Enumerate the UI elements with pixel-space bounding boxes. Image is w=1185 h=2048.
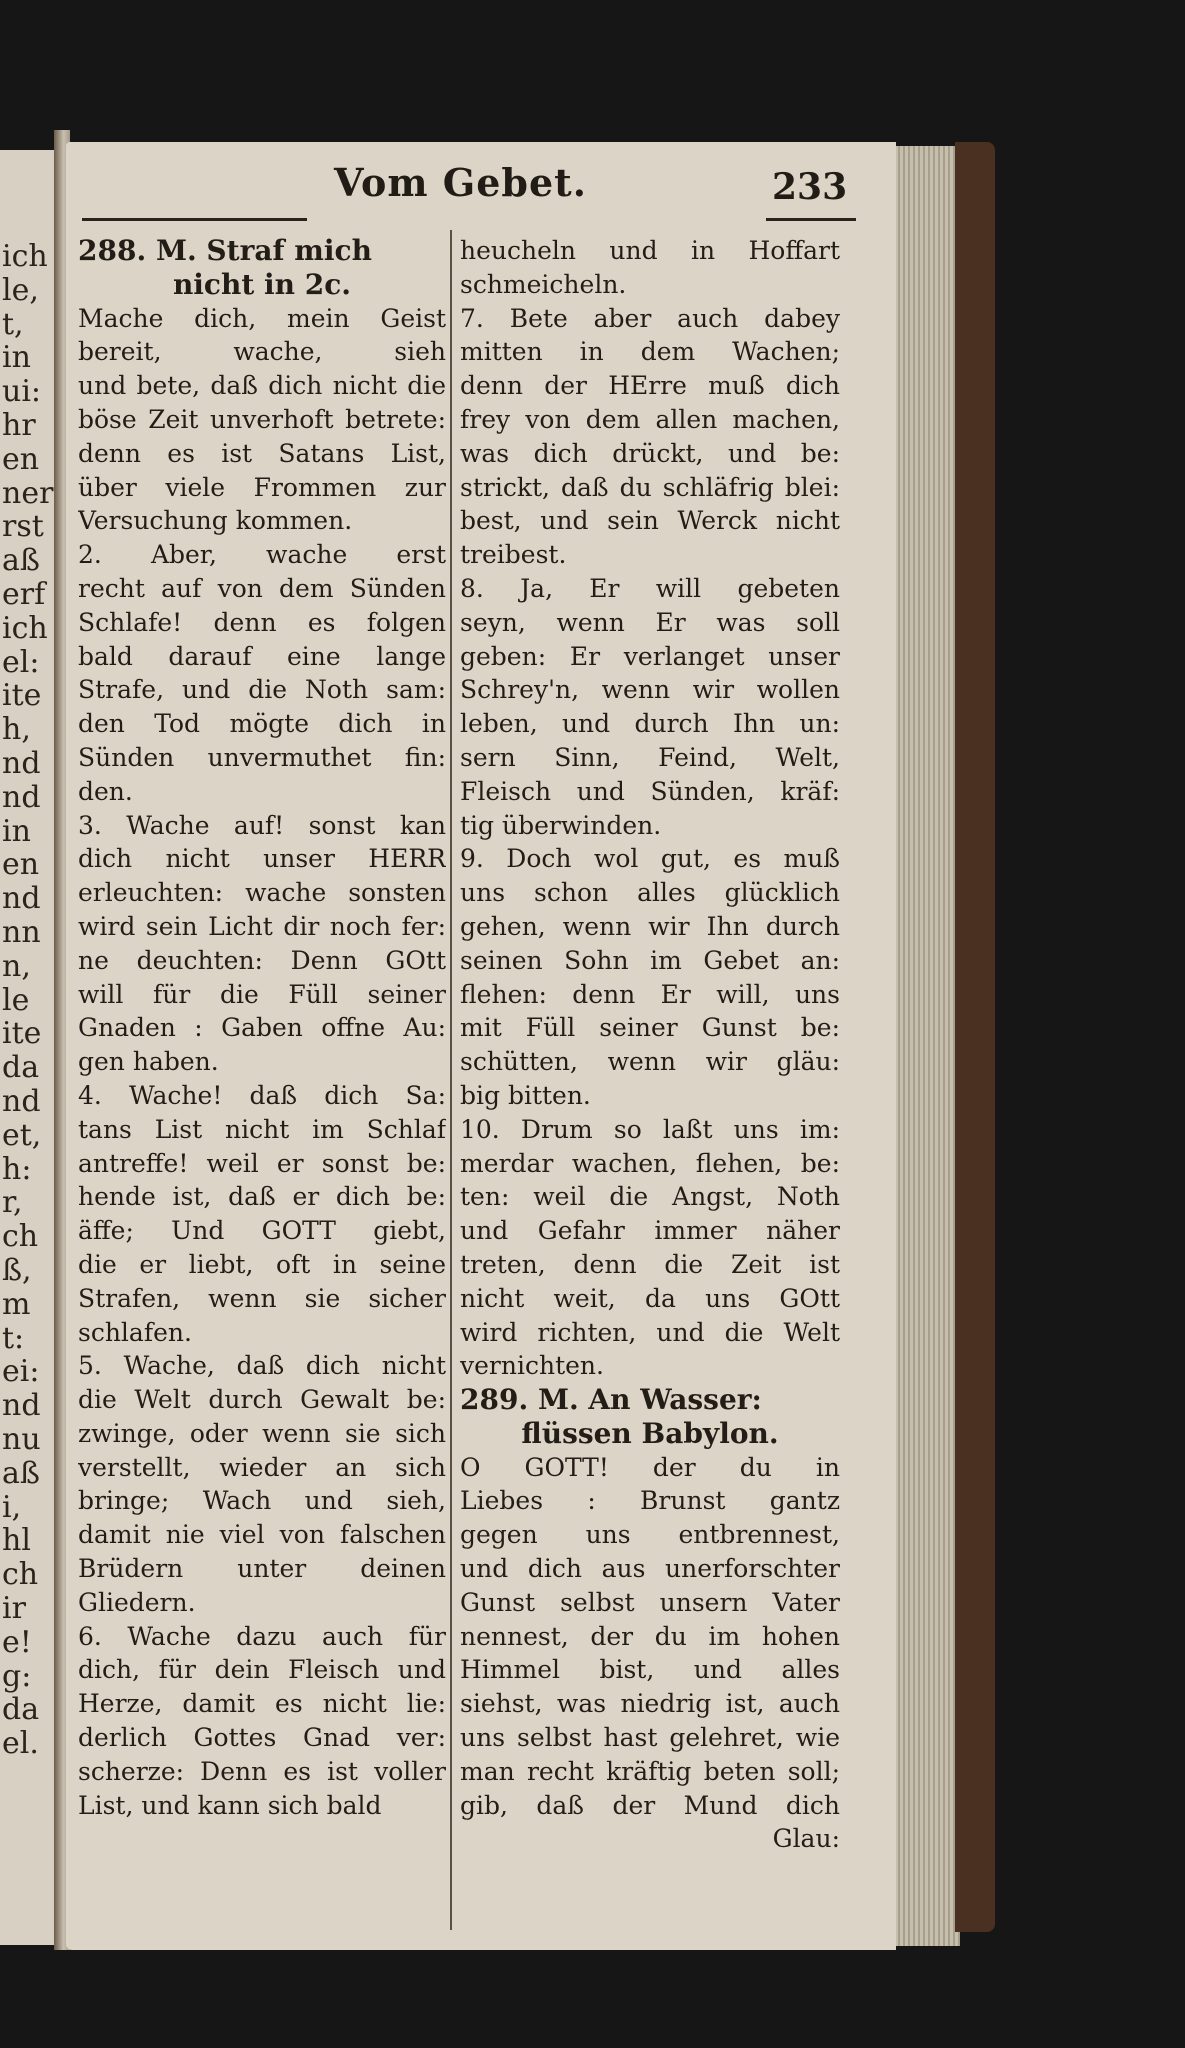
text-line: die er liebt, oft in seine — [78, 1249, 446, 1279]
text-line: erleuchten: wache sonsten — [78, 878, 446, 908]
facing-page-text: erf — [2, 577, 46, 612]
facing-page-text: e! — [2, 1624, 32, 1660]
text-line: äffe; Und GOTT giebt, — [78, 1216, 446, 1246]
running-title: Vom Gebet. — [334, 160, 587, 205]
text-line: O GOTT! der du in — [460, 1452, 840, 1482]
facing-page-text: hr — [2, 408, 36, 443]
text-line: mitten in dem Wachen; — [460, 337, 840, 367]
text-line: man recht kräftig beten soll; — [460, 1756, 840, 1786]
text-line: Gliedern. — [78, 1587, 196, 1617]
facing-page-text: et, — [2, 1117, 42, 1153]
page-number: 233 — [772, 166, 848, 208]
text-line: big bitten. — [460, 1080, 591, 1110]
facing-page-text: da — [2, 1050, 40, 1086]
facing-page-text: ch — [2, 1219, 39, 1255]
text-line: 5. Wache, daß dich nicht — [78, 1351, 446, 1381]
running-header — [66, 160, 896, 220]
text-line: List, und kann sich bald — [78, 1790, 382, 1820]
text-line: scherze: Denn es ist voller — [78, 1756, 446, 1786]
facing-page-text: nd — [2, 881, 41, 917]
facing-page-text: ch — [2, 1557, 39, 1593]
facing-page-text: nn — [2, 915, 41, 950]
facing-page-text: ß, — [2, 1253, 32, 1288]
text-line: uns schon alles glücklich — [460, 878, 840, 908]
facing-page-text: nd — [2, 746, 41, 781]
text-line: Sünden unvermuthet fin: — [78, 742, 446, 772]
text-line: strickt, daß du schläfrig blei: — [460, 472, 840, 502]
text-line: seyn, wenn Er was soll — [460, 607, 840, 637]
text-line: siehst, was niedrig ist, auch — [460, 1689, 840, 1719]
facing-page-text: da — [2, 1692, 40, 1728]
facing-page-text: el: — [2, 644, 40, 680]
text-line: Mache dich, mein Geist — [78, 303, 446, 333]
text-line: Strafen, wenn sie sicher — [78, 1283, 446, 1313]
text-line: verstellt, wieder an sich — [78, 1452, 446, 1482]
left-column — [78, 234, 446, 1822]
text-line: mit Füll seiner Gunst be: — [460, 1013, 840, 1043]
facing-page-text: t, — [2, 306, 24, 342]
facing-page-text: hl — [2, 1523, 31, 1559]
text-line: seinen Sohn im Gebet an: — [460, 945, 840, 975]
text-line: heucheln und in Hoffart — [460, 236, 840, 265]
facing-page-text: h: — [2, 1151, 32, 1187]
facing-page-text: ei: — [2, 1354, 40, 1390]
text-line: 3. Wache auf! sonst kan — [78, 810, 446, 840]
text-line: merdar wachen, flehen, be: — [460, 1148, 840, 1178]
facing-page-text: le, — [2, 272, 39, 308]
text-line: sern Sinn, Feind, Welt, — [460, 742, 840, 772]
facing-page-text: aß — [2, 543, 40, 579]
text-line: treten, denn die Zeit ist — [460, 1249, 840, 1279]
hymn-heading: flüssen Babylon. — [521, 1416, 779, 1450]
text-line: Liebes : Brunst gantz — [460, 1486, 840, 1516]
facing-page-text: i, — [2, 1489, 22, 1525]
text-line: Versuchung kommen. — [78, 506, 353, 536]
facing-page-text: r, — [2, 1185, 23, 1221]
text-line: bringe; Wach und sieh, — [78, 1486, 446, 1516]
facing-page-text: in — [2, 813, 31, 849]
facing-page-text: h, — [2, 712, 31, 748]
text-line: dich, für dein Fleisch und — [78, 1655, 446, 1685]
facing-page-text: rst — [2, 509, 44, 545]
text-line: best, und sein Werck nicht — [460, 506, 840, 536]
text-line: uns selbst hast gelehret, wie — [460, 1723, 840, 1753]
book-cover-edge — [955, 142, 995, 1932]
facing-page-text: el. — [2, 1726, 39, 1762]
facing-page-fragment — [0, 150, 61, 1945]
hymn-heading: 289. M. An Wasser: — [460, 1383, 762, 1417]
facing-page-text: ich — [2, 239, 48, 274]
text-line: leben, und durch Ihn un: — [460, 709, 840, 739]
text-line: nicht weit, da uns GOtt — [460, 1283, 840, 1313]
text-line: denn der HErre muß dich — [460, 371, 840, 401]
text-line: bereit, wache, sieh — [78, 337, 446, 367]
facing-page-text: nd — [2, 1084, 41, 1119]
facing-page-text: n, — [2, 948, 31, 984]
text-line: frey von dem allen machen, — [460, 404, 840, 434]
text-line: 8. Ja, Er will gebeten — [460, 573, 840, 603]
facing-page-text: ite — [2, 678, 42, 714]
facing-page-text: t: — [2, 1320, 25, 1356]
text-line: ne deuchten: Denn GOtt — [78, 945, 446, 975]
facing-page-text: ich — [2, 610, 48, 646]
text-line: recht auf von dem Sünden — [78, 573, 446, 603]
text-line: 6. Wache dazu auch für — [78, 1621, 446, 1651]
text-line: schlafen. — [78, 1317, 192, 1347]
header-rule-left — [82, 218, 307, 221]
text-line: derlich Gottes Gnad ver: — [78, 1723, 446, 1753]
header-rule-right — [766, 218, 856, 221]
facing-page-text: nu — [2, 1422, 41, 1457]
text-line: Gnaden : Gaben offne Au: — [78, 1013, 446, 1043]
text-line: gehen, wenn wir Ihn durch — [460, 911, 840, 941]
text-line: denn es ist Satans List, — [78, 438, 446, 468]
text-line: den. — [78, 776, 133, 806]
text-line: 4. Wache! daß dich Sa: — [78, 1080, 446, 1110]
text-line: wird richten, und die Welt — [460, 1317, 840, 1347]
page-edges — [890, 146, 960, 1946]
facing-page-text: en — [2, 847, 40, 883]
text-line: zwinge, oder wenn sie sich — [78, 1418, 446, 1448]
text-line: Himmel bist, und alles — [460, 1655, 840, 1685]
text-line: und bete, daß dich nicht die — [78, 371, 446, 401]
text-line: gib, daß der Mund dich — [460, 1790, 840, 1820]
text-line: den Tod mögte dich in — [78, 709, 446, 739]
text-line: böse Zeit unverhoft betrete: — [78, 404, 446, 434]
text-line: und dich aus unerforschter — [460, 1554, 840, 1584]
text-line: dich nicht unser HERR — [78, 844, 446, 874]
text-line: bald darauf eine lange — [78, 641, 446, 671]
text-line: gen haben. — [78, 1047, 219, 1077]
text-line: was dich drückt, und be: — [460, 438, 840, 468]
text-line: tans List nicht im Schlaf — [78, 1114, 446, 1144]
facing-page-text: in — [2, 340, 31, 376]
facing-page-text: m — [2, 1286, 31, 1322]
text-line: will für die Füll seiner — [78, 979, 446, 1009]
facing-page-text: ner — [2, 475, 54, 511]
text-line: Brüdern unter deinen — [78, 1554, 446, 1584]
text-line: treibest. — [460, 540, 567, 570]
text-line: Strafe, und die Noth sam: — [78, 675, 446, 705]
facing-page-text: g: — [2, 1658, 32, 1694]
text-line: hende ist, daß er dich be: — [78, 1182, 446, 1212]
text-line: gegen uns entbrennest, — [460, 1520, 840, 1550]
text-line: Gunst selbst unsern Vater — [460, 1587, 840, 1617]
facing-page-text: nd — [2, 1388, 41, 1424]
book-page — [66, 142, 896, 1950]
text-line: schmeicheln. — [460, 269, 627, 299]
text-line: wird sein Licht dir noch fer: — [78, 911, 446, 941]
text-line: 10. Drum so laßt uns im: — [460, 1114, 840, 1144]
right-column — [460, 234, 840, 1856]
facing-page-text: ite — [2, 1016, 42, 1052]
facing-page-text: ui: — [2, 374, 42, 410]
text-line: Glau: — [772, 1824, 840, 1854]
facing-page-text: aß — [2, 1455, 40, 1491]
text-line: Herze, damit es nicht lie: — [78, 1689, 446, 1719]
hymn-heading: nicht in 2c. — [172, 267, 352, 301]
text-line: über viele Frommen zur — [78, 472, 446, 502]
facing-page-text: nd — [2, 779, 41, 815]
text-line: schütten, wenn wir gläu: — [460, 1047, 840, 1077]
text-line: vernichten. — [460, 1351, 604, 1381]
text-line: und Gefahr immer näher — [460, 1216, 840, 1246]
text-line: Schrey'n, wenn wir wollen — [460, 675, 840, 705]
column-divider — [450, 230, 452, 1930]
text-line: die Welt durch Gewalt be: — [78, 1385, 446, 1415]
text-line: geben: Er verlanget unser — [460, 641, 840, 671]
text-line: Fleisch und Sünden, kräf: — [460, 776, 840, 806]
text-line: nennest, der du im hohen — [460, 1621, 840, 1651]
text-line: tig überwinden. — [460, 810, 662, 840]
text-line: Schlafe! denn es folgen — [78, 607, 446, 637]
text-line: 7. Bete aber auch dabey — [460, 303, 840, 333]
text-line: antreffe! weil er sonst be: — [78, 1148, 446, 1178]
hymn-heading: 288. M. Straf mich — [78, 234, 372, 267]
facing-page-text: ir — [2, 1591, 26, 1626]
text-line: flehen: denn Er will, uns — [460, 979, 840, 1009]
text-line: damit nie viel von falschen — [78, 1520, 446, 1550]
text-line: 2. Aber, wache erst — [78, 540, 446, 570]
facing-page-text: le — [2, 982, 30, 1018]
text-line: 9. Doch wol gut, es muß — [460, 844, 840, 874]
facing-page-text: en — [2, 441, 40, 477]
text-line: ten: weil die Angst, Noth — [460, 1182, 840, 1212]
